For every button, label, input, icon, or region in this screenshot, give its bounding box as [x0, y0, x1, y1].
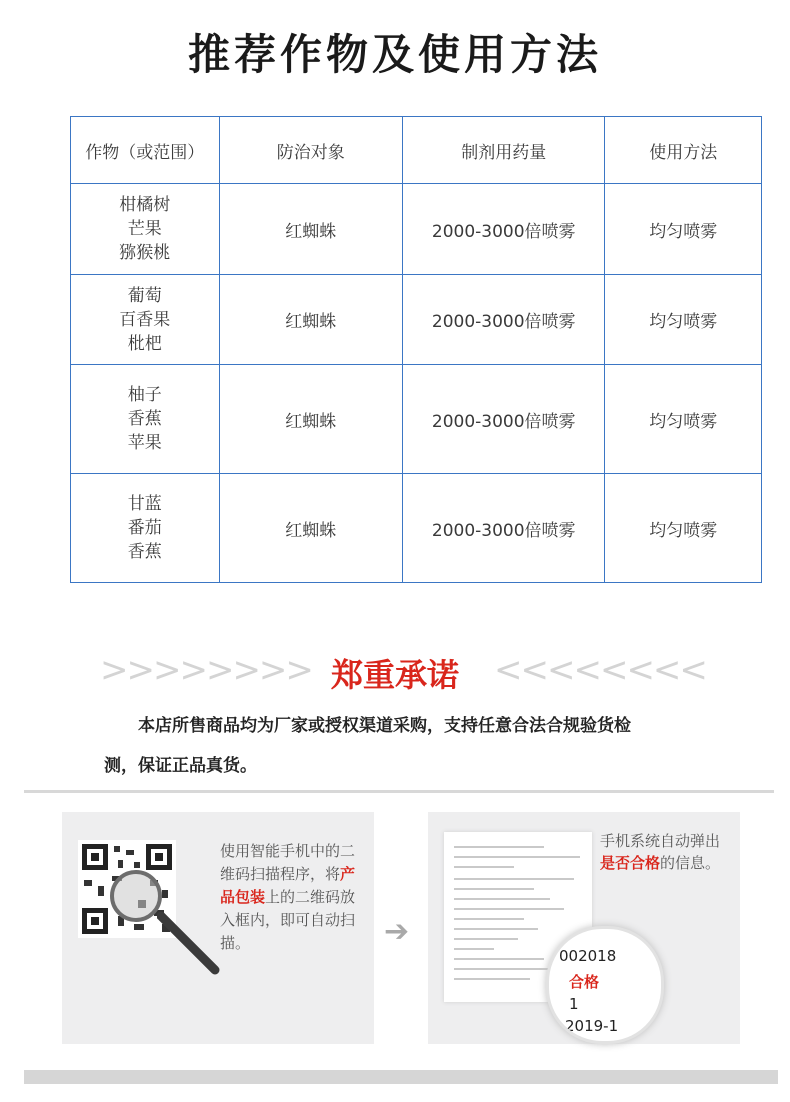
crop-name: 葡萄	[127, 285, 162, 306]
promise-text-line1: 本店所售商品均为厂家或授权渠道采购，支持任意合法合规验货检	[138, 716, 631, 736]
result-hint-part: 手机系统自动弹出	[600, 832, 721, 850]
header-target: 防治对象	[219, 117, 402, 184]
promise-text	[104, 706, 684, 786]
usage-table	[70, 116, 762, 583]
table-row	[71, 474, 762, 583]
dosage-cell: 2000-3000倍喷雾	[403, 474, 605, 583]
promise-title: 郑重承诺	[330, 656, 459, 694]
scan-hint-text	[220, 840, 360, 955]
result-hint-highlight: 是否合格	[600, 854, 661, 872]
right-chevrons-decoration: <<<<<<<<	[494, 650, 706, 690]
crop-name: 柑橘树	[119, 195, 171, 215]
left-chevrons-decoration: >>>>>>>>	[100, 650, 312, 690]
footer-bar	[24, 1070, 778, 1084]
lens-code: 002018	[559, 947, 617, 965]
result-hint-text	[600, 830, 735, 874]
crop-name: 百香果	[119, 309, 171, 330]
scan-hint-highlight: 产品包装	[220, 865, 356, 906]
dosage-cell: 2000-3000倍喷雾	[403, 184, 605, 275]
method-cell: 均匀喷雾	[605, 275, 762, 365]
crop-name: 猕猴桃	[119, 243, 171, 263]
magnifier-lens	[546, 926, 664, 1044]
method-cell: 均匀喷雾	[605, 474, 762, 583]
dosage-cell: 2000-3000倍喷雾	[403, 365, 605, 474]
method-cell: 均匀喷雾	[605, 365, 762, 474]
crop-name: 甘蓝	[127, 494, 162, 514]
section-divider	[24, 790, 774, 793]
page-title: 推荐作物及使用方法	[187, 30, 602, 79]
target-cell: 红蜘蛛	[219, 365, 402, 474]
header-dosage: 制剂用药量	[403, 117, 605, 184]
target-cell: 红蜘蛛	[219, 275, 402, 365]
promise-text-line2: 测，保证正品真货。	[104, 756, 257, 776]
crop-cell	[71, 365, 220, 474]
crop-cell	[71, 275, 220, 365]
crop-name: 柚子	[127, 385, 162, 405]
header-method: 使用方法	[605, 117, 762, 184]
lens-status: 合格	[569, 973, 600, 991]
scan-instruction-panel	[62, 812, 374, 1044]
table-header-row	[71, 117, 762, 184]
table-row	[71, 365, 762, 474]
target-cell: 红蜘蛛	[219, 184, 402, 275]
method-cell: 均匀喷雾	[605, 184, 762, 275]
result-hint-part: 的信息。	[660, 854, 721, 872]
scan-hint-part: 使用智能手机中的二维码扫描程序，将	[220, 842, 356, 883]
scan-hint-part: 上的二维码放入框内，即可自动扫描。	[220, 888, 356, 952]
magnifier-handle-icon	[157, 912, 227, 982]
crop-name: 番茄	[127, 518, 162, 538]
target-cell: 红蜘蛛	[219, 474, 402, 583]
crop-cell	[71, 184, 220, 275]
dosage-cell: 2000-3000倍喷雾	[403, 275, 605, 365]
lens-date: 2019-1	[565, 1017, 619, 1035]
table-row	[71, 184, 762, 275]
crop-name: 香蕉	[127, 542, 162, 562]
header-crop: 作物（或范围）	[71, 117, 220, 184]
crop-name: 苹果	[127, 433, 162, 453]
scan-result-panel	[428, 812, 740, 1044]
crop-name: 枇杷	[127, 333, 162, 354]
crop-name: 香蕉	[127, 409, 162, 429]
crop-cell	[71, 474, 220, 583]
crop-name: 芒果	[127, 219, 162, 239]
lens-count: 1	[569, 995, 579, 1013]
arrow-right-icon: ➔	[384, 914, 410, 949]
table-row	[71, 275, 762, 365]
